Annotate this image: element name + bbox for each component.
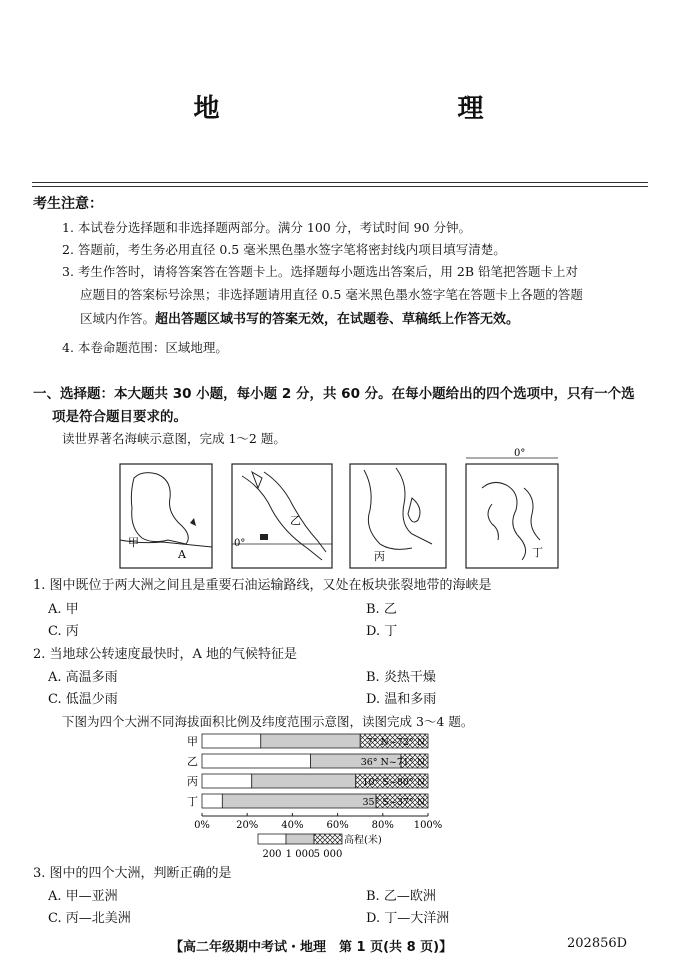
chart-x-tick-label: 20% <box>236 820 259 831</box>
chart-bar-segment <box>261 734 360 748</box>
map-label-zero-1: 0° <box>234 538 246 549</box>
chart-x-tick-label: 100% <box>413 820 443 831</box>
intro-elevation-chart: 下图为四个大洲不同海拔面积比例及纬度范围示意图，读图完成 3～4 题。 <box>62 714 474 729</box>
question-1-stem: 1. 图中既位于两大洲之间且是重要石油运输路线，又处在板块张裂地带的海峡是 <box>33 578 492 593</box>
map-yi <box>232 464 332 568</box>
notice-heading: 考生注意： <box>33 196 103 212</box>
notice-item-1: 1. 本试卷分选择题和非选择题两部分。满分 100 分，考试时间 90 分钟。 <box>62 220 472 235</box>
chart-x-tick-label: 0% <box>194 820 210 831</box>
elevation-chart <box>170 730 510 860</box>
chart-legend-value: 5 000 <box>313 849 343 860</box>
chart-bar-segment <box>252 774 356 788</box>
chart-bar-segment <box>222 794 376 808</box>
question-3-option-b[interactable]: B. 乙—欧洲 <box>366 889 436 904</box>
chart-category-label: 丁 <box>187 795 198 808</box>
intro-strait-maps: 读世界著名海峡示意图，完成 1～2 题。 <box>62 431 286 446</box>
chart-range-label: 7° N~72° N <box>366 737 425 748</box>
question-2-option-d[interactable]: D. 温和多雨 <box>366 692 437 707</box>
notice-item-3-cont: 应题目的答案标号涂黑；非选择题请用直径 0.5 毫米黑色墨水签字笔在答题卡上各题的答题 <box>80 287 583 302</box>
map-label-a: A <box>178 548 186 561</box>
chart-bar-segment <box>202 774 252 788</box>
question-2-option-b[interactable]: B. 炎热干燥 <box>366 670 436 685</box>
chart-legend-title: 高程(米) <box>344 835 382 846</box>
section-1-heading-cont: 项是符合题目要求的。 <box>52 409 187 425</box>
chart-bar-segment <box>202 754 310 768</box>
page-title: 地 理 <box>193 94 546 124</box>
section-1-heading: 一、选择题：本大题共 30 小题，每小题 2 分，共 60 分。在每小题给出的四个选项中，只有一个选 <box>33 386 635 402</box>
chart-category-label: 丙 <box>187 775 198 788</box>
question-3-option-d[interactable]: D. 丁—大洋洲 <box>366 911 450 926</box>
question-1-option-d[interactable]: D. 丁 <box>366 624 398 639</box>
map-label-ding: 丁 <box>532 546 543 559</box>
header-rule-thin <box>32 186 648 187</box>
chart-range-label: 10° S~80° N <box>362 777 425 788</box>
chart-category-label: 甲 <box>187 735 198 748</box>
chart-range-label: 35° S~37° N <box>362 797 425 808</box>
footer-code: 202856D <box>567 936 628 951</box>
question-1-option-b[interactable]: B. 乙 <box>366 602 397 617</box>
question-2-option-a[interactable]: A. 高温多雨 <box>48 670 118 685</box>
chart-legend-swatch <box>258 834 286 844</box>
notice-item-3-end <box>80 308 519 327</box>
map-label-yi: 乙 <box>290 514 301 527</box>
question-3-option-a[interactable]: A. 甲—亚洲 <box>48 889 118 904</box>
chart-legend-value: 1 000 <box>285 849 315 860</box>
question-2-stem: 2. 当地球公转速度最快时，A 地的气候特征是 <box>33 647 298 662</box>
map-ding <box>466 448 558 568</box>
question-3-option-c[interactable]: C. 丙—北美洲 <box>48 911 131 926</box>
question-3-stem: 3. 图中的四个大洲，判断正确的是 <box>33 866 232 881</box>
map-label-jia: 甲 <box>128 536 139 549</box>
footer-page-info: 【高二年级期中考试・地理 第 1 页(共 8 页)】 <box>170 940 453 955</box>
chart-bar-segment <box>202 794 222 808</box>
chart-bar-segment <box>202 734 261 748</box>
map-jia <box>120 464 212 568</box>
question-1-option-a[interactable]: A. 甲 <box>48 602 79 617</box>
header-rule <box>32 182 648 183</box>
chart-legend-swatch <box>286 834 314 844</box>
map-label-bing: 丙 <box>374 550 385 563</box>
chart-x-tick-label: 40% <box>281 820 304 831</box>
chart-legend-value: 200 <box>262 849 282 860</box>
map-label-zero-2: 0° <box>514 448 526 459</box>
question-1-option-c[interactable]: C. 丙 <box>48 624 79 639</box>
chart-x-tick-label: 80% <box>371 820 394 831</box>
notice-item-3-tail: 区域内作答。 <box>80 311 156 326</box>
chart-legend-swatch <box>314 834 342 844</box>
notice-item-2: 2. 答题前，考生务必用直径 0.5 毫米黑色墨水签字笔将密封线内项目填写清楚。 <box>62 242 506 257</box>
notice-item-3: 3. 考生作答时，请将答案答在答题卡上。选择题每小题选出答案后，用 2B 铅笔把答题卡上对 <box>62 264 578 279</box>
strait-maps <box>112 448 562 573</box>
notice-item-4: 4. 本卷命题范围：区域地理。 <box>62 340 228 355</box>
chart-range-label: 36° N~71° N <box>360 757 425 768</box>
notice-item-3-bold: 超出答题区域书写的答案无效，在试题卷、草稿纸上作答无效。 <box>155 312 520 327</box>
question-2-option-c[interactable]: C. 低温少雨 <box>48 692 118 707</box>
map-bing <box>350 464 446 568</box>
chart-category-label: 乙 <box>187 755 198 768</box>
chart-x-tick-label: 60% <box>326 820 349 831</box>
